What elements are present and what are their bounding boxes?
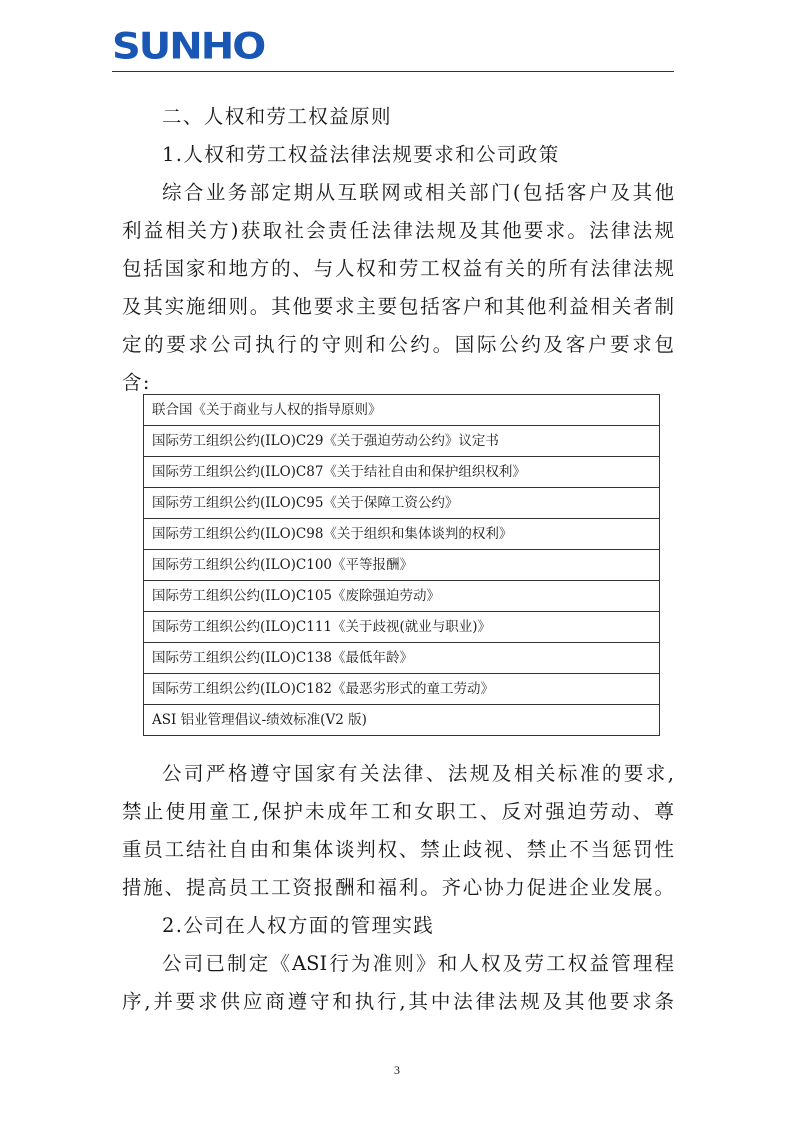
- table-cell: 国际劳工组织公约(ILO)C98《关于组织和集体谈判的权利》: [144, 519, 660, 550]
- para3-line: 公司已制定《ASI行为准则》和人权及劳工权益管理程: [162, 952, 674, 975]
- table-row: [144, 705, 660, 736]
- conventions-table: [143, 394, 660, 736]
- table-row: [144, 426, 660, 457]
- para3-line: 序,并要求供应商遵守和执行,其中法律法规及其他要求条: [122, 990, 674, 1013]
- para2-line: 措施、提高员工工资报酬和福利。齐心协力促进企业发展。: [122, 876, 674, 899]
- table-cell: 国际劳工组织公约(ILO)C100《平等报酬》: [144, 550, 660, 581]
- table-row: [144, 395, 660, 426]
- para1-line: 定的要求公司执行的守则和公约。国际公约及客户要求包: [122, 333, 674, 356]
- table-cell: 联合国《关于商业与人权的指导原则》: [144, 395, 660, 426]
- table-cell: ASI 铝业管理倡议-绩效标准(V2 版): [144, 705, 660, 736]
- para1-line: 综合业务部定期从互联网或相关部门(包括客户及其他: [162, 181, 674, 204]
- para1-line: 及其实施细则。其他要求主要包括客户和其他利益相关者制: [122, 295, 674, 318]
- para1-line: 利益相关方)获取社会责任法律法规及其他要求。法律法规: [122, 219, 674, 242]
- table-row: [144, 519, 660, 550]
- table-row: [144, 581, 660, 612]
- table-cell: 国际劳工组织公约(ILO)C182《最恶劣形式的童工劳动》: [144, 674, 660, 705]
- para2-line: 公司严格遵守国家有关法律、法规及相关标准的要求,: [162, 762, 674, 785]
- para1-line: 包括国家和地方的、与人权和劳工权益有关的所有法律法规: [122, 257, 674, 280]
- page-number: 3: [394, 1063, 400, 1077]
- table-row: [144, 488, 660, 519]
- section-body-2: [122, 755, 674, 1021]
- table-cell: 国际劳工组织公约(ILO)C87《关于结社自由和保护组织权利》: [144, 457, 660, 488]
- table-row: [144, 550, 660, 581]
- table-row: [144, 674, 660, 705]
- subsection-title-2: 2.公司在人权方面的管理实践: [162, 914, 435, 937]
- para2-line: 禁止使用童工,保护未成年工和女职工、反对强迫劳动、尊: [122, 800, 674, 823]
- para1-line: 含:: [122, 371, 151, 394]
- para2-line: 重员工结社自由和集体谈判权、禁止歧视、禁止不当惩罚性: [122, 838, 674, 861]
- company-logo: SUNHO: [112, 25, 265, 68]
- section-title: 二、人权和劳工权益原则: [162, 105, 392, 128]
- table-cell: 国际劳工组织公约(ILO)C105《废除强迫劳动》: [144, 581, 660, 612]
- table-cell: 国际劳工组织公约(ILO)C95《关于保障工资公约》: [144, 488, 660, 519]
- table-row: [144, 612, 660, 643]
- header-rule: [112, 71, 674, 72]
- subsection-title-1: 1.人权和劳工权益法律法规要求和公司政策: [162, 143, 560, 166]
- table-cell: 国际劳工组织公约(ILO)C29《关于强迫劳动公约》议定书: [144, 426, 660, 457]
- table-cell: 国际劳工组织公约(ILO)C138《最低年龄》: [144, 643, 660, 674]
- table-row: [144, 457, 660, 488]
- table-row: [144, 643, 660, 674]
- section-body-1: [122, 98, 674, 402]
- table-cell: 国际劳工组织公约(ILO)C111《关于歧视(就业与职业)》: [144, 612, 660, 643]
